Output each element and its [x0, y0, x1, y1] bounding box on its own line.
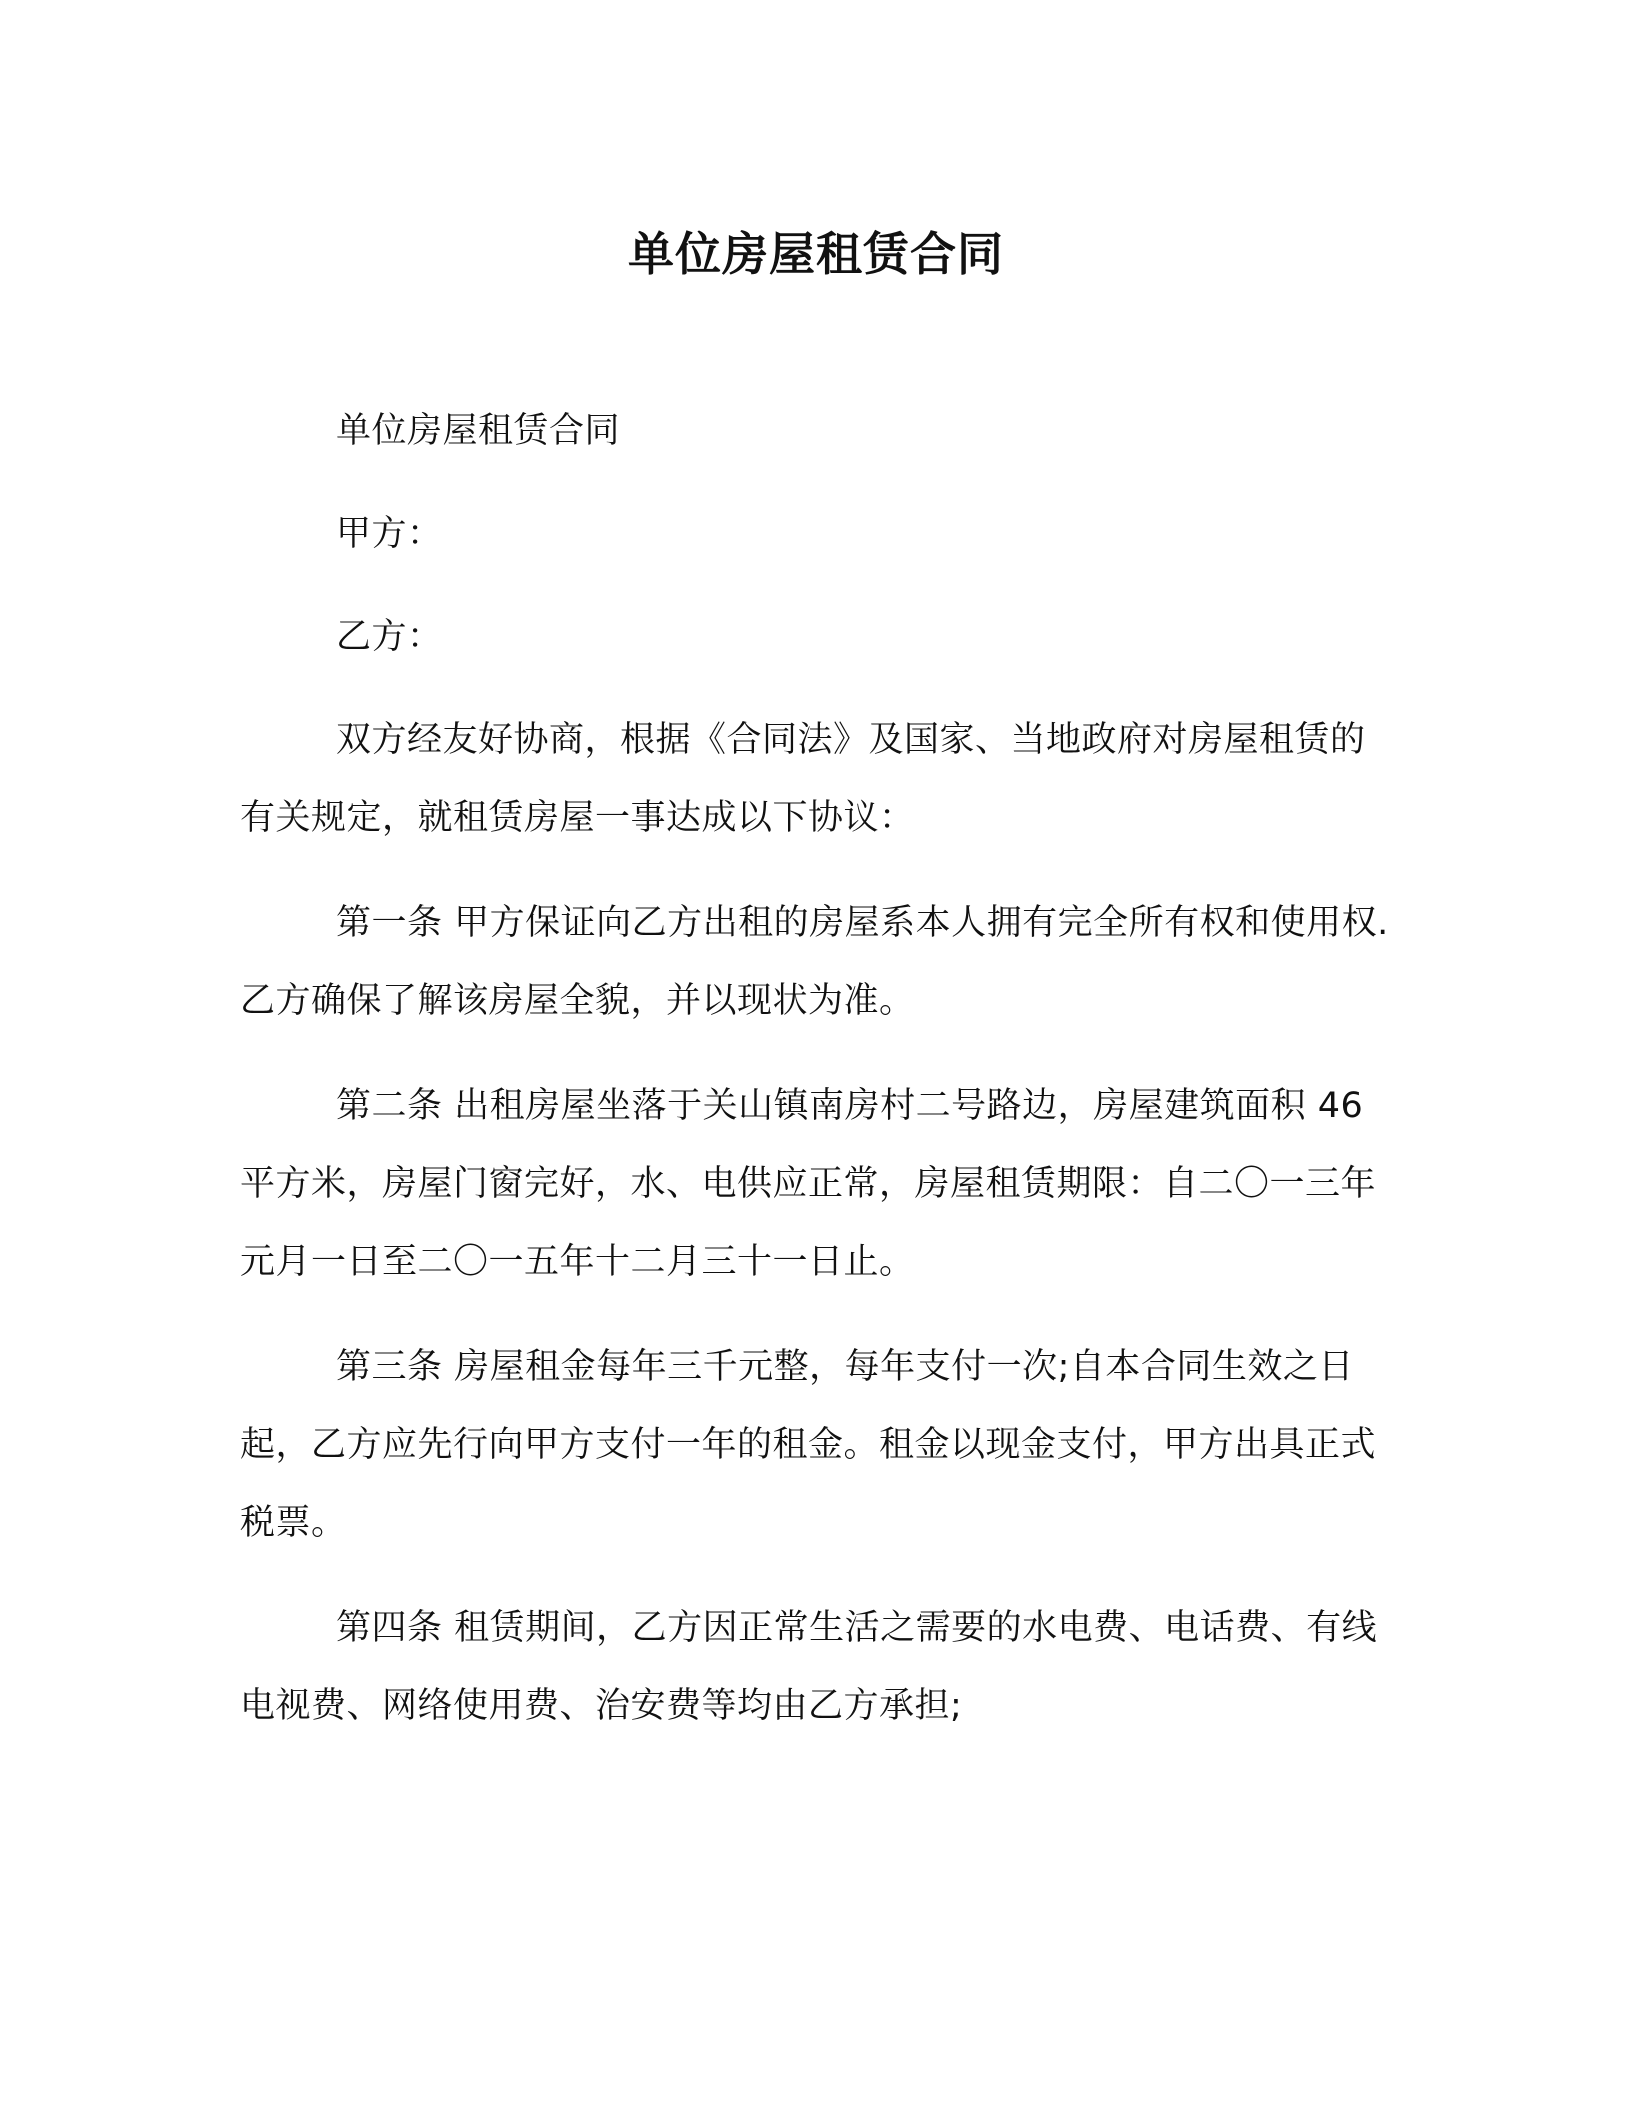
document-title: 单位房屋租赁合同	[628, 227, 1004, 281]
paragraph-article-4: 第四条 租赁期间，乙方因正常生活之需要的水电费、电话费、有线电视费、网络使用费、治安费等均由乙方承担;	[240, 1608, 1378, 1726]
paragraph-article-3: 第三条 房屋租金每年三千元整，每年支付一次;自本合同生效之日起，乙方应先行向甲方支付一年的租金。租金以现金支付，甲方出具正式税票。	[240, 1347, 1377, 1543]
paragraph-party-b: 乙方：	[336, 617, 443, 657]
paragraph-article-1: 第一条 甲方保证向乙方出租的房屋系本人拥有完全所有权和使用权.乙方确保了解该房屋全貌，并以现状为准。	[240, 903, 1389, 1021]
paragraph-preamble: 双方经友好协商，根据《合同法》及国家、当地政府对房屋租赁的有关规定，就租赁房屋一事达成以下协议：	[240, 720, 1366, 838]
paragraph-subtitle: 单位房屋租赁合同	[336, 411, 621, 451]
document-body	[240, 392, 1390, 1772]
paragraph-article-2: 第二条 出租房屋坐落于关山镇南房村二号路边，房屋建筑面积 46 平方米，房屋门窗完好，水、电供应正常，房屋租赁期限：自二〇一三年元月一日至二〇一五年十二月三十一日止。	[240, 1086, 1377, 1282]
paragraph-party-a: 甲方：	[336, 514, 443, 554]
